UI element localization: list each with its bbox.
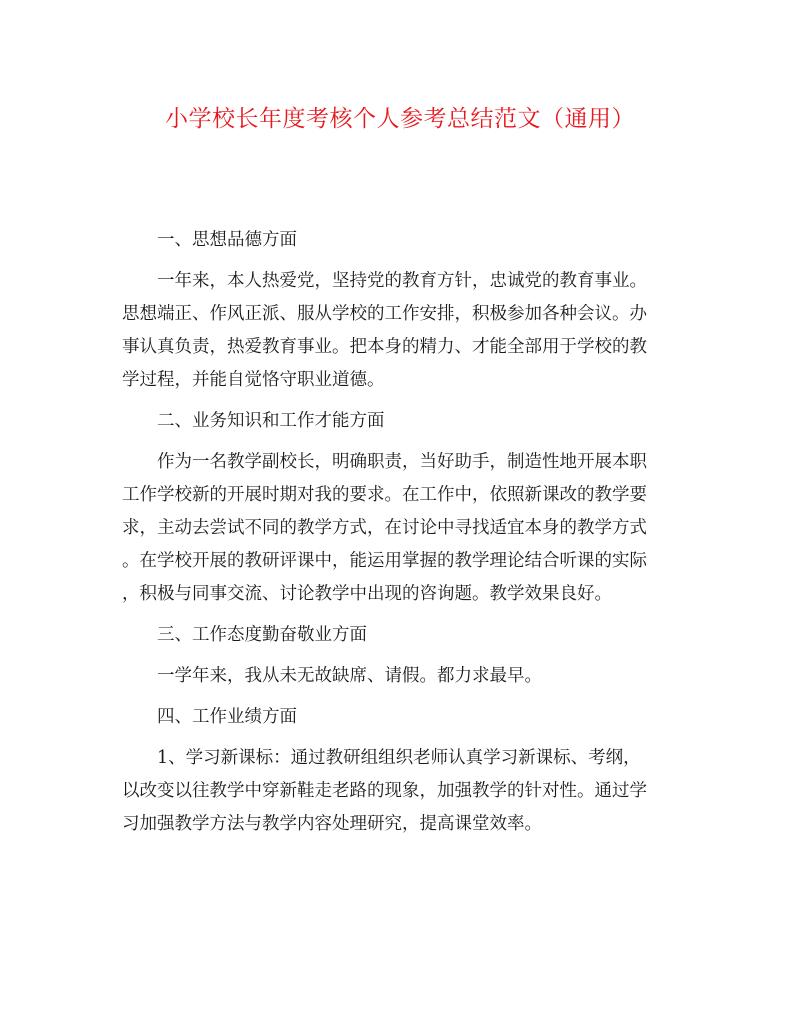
section-heading: 四、工作业绩方面 — [157, 707, 297, 727]
paragraph-line: 思想端正、作风正派、服从学校的工作安排，积极参加各种会议。办 — [122, 304, 647, 324]
document-title: 小学校长年度考核个人参考总结范文（通用） — [165, 106, 635, 132]
paragraph-line: ，积极与同事交流、讨论教学中出现的咨询题。教学效果良好。 — [122, 584, 612, 604]
paragraph-line: 工作学校新的开展时期对我的要求。在工作中，依照新课改的教学要 — [122, 485, 647, 505]
section-paragraph — [122, 265, 682, 397]
paragraph-line: 一学年来，我从未无故缺席、请假。都力求最早。 — [157, 666, 542, 686]
section-paragraph — [122, 742, 682, 841]
paragraph-line: 一年来，本人热爱党，坚持党的教育方针，忠诚党的教育事业。 — [157, 271, 647, 291]
section-paragraph — [122, 660, 682, 693]
section-heading: 一、思想品德方面 — [157, 230, 297, 250]
paragraph-line: 事认真负责，热爱教育事业。把本身的精力、才能全部用于学校的教 — [122, 337, 647, 357]
document-body — [122, 224, 682, 849]
section-heading: 二、业务知识和工作才能方面 — [157, 411, 385, 431]
paragraph-line: 求，主动去尝试不同的教学方式，在讨论中寻找适宜本身的教学方式 — [122, 518, 647, 538]
section-paragraph — [122, 446, 682, 611]
paragraph-line: 作为一名教学副校长，明确职责，当好助手，制造性地开展本职 — [157, 452, 647, 472]
paragraph-line: 。在学校开展的教研评课中，能运用掌握的教学理论结合听课的实际 — [122, 551, 647, 571]
paragraph-line: 习加强教学方法与教学内容处理研究，提高课堂效率。 — [122, 814, 542, 834]
paragraph-line: 1、学习新课标：通过教研组组织老师认真学习新课标、考纲， — [157, 748, 641, 768]
paragraph-line: 以改变以往教学中穿新鞋走老路的现象，加强教学的针对性。通过学 — [122, 781, 647, 801]
section-heading: 三、工作态度勤奋敬业方面 — [157, 625, 367, 645]
paragraph-line: 学过程，并能自觉恪守职业道德。 — [122, 370, 385, 390]
